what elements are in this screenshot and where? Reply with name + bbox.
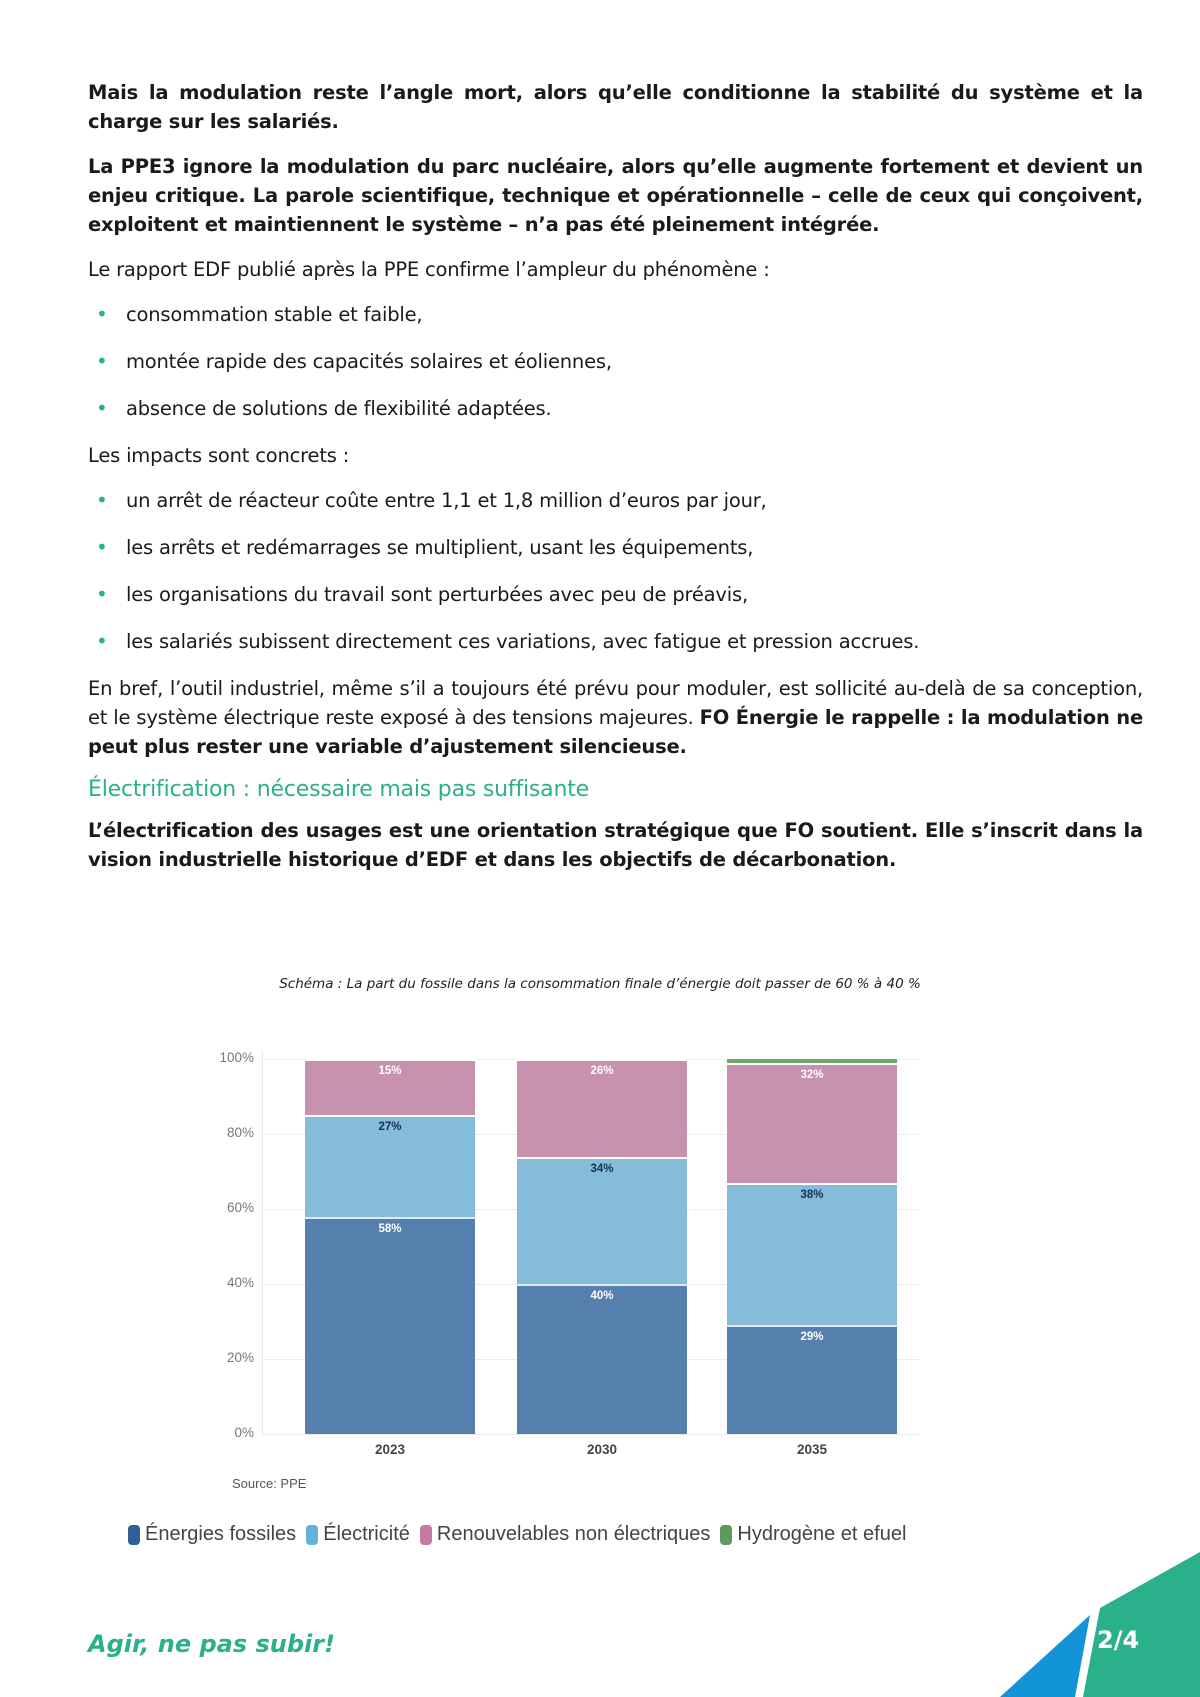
y-tick-label: 20% [226,1350,254,1365]
y-tick-label: 60% [226,1200,254,1215]
legend-swatch-icon [720,1525,732,1545]
intro-paragraph: Mais la modulation reste l’angle mort, alors qu’elle conditionne la stabilité du système et la charge sur les salariés. [88,81,1143,133]
list-item: • consommation stable et faible, [126,300,1143,329]
data-label: 15% [378,1065,402,1077]
electrification-paragraph: L’électrification des usages est une orientation stratégique que FO soutient. Elle s’inscrit dans la vision industrielle historique d’EDF et dans les objectifs de décarbonation. [88,819,1143,871]
bar-segment [727,1183,897,1326]
blue-shape [1000,1615,1090,1697]
y-tick-label: 0% [234,1425,254,1440]
data-label: 38% [800,1188,824,1201]
page-number: 2/4 [1097,1626,1140,1654]
footer-slogan: Agir, ne pas subir! [88,1630,336,1658]
legend-swatch-icon [420,1525,432,1545]
bar-segment [727,1325,897,1434]
bullet-icon: • [96,302,108,326]
green-shape [1083,1552,1200,1697]
bullet-icon: • [96,582,108,606]
bullet-icon: • [96,349,108,373]
list-item: • les salariés subissent directement ces variations, avec fatigue et pression accrues. [126,627,1143,656]
edf-report-list [88,300,1143,423]
list-item: • absence de solutions de flexibilité adaptées. [126,394,1143,423]
chart-caption: Schéma : La part du fossile dans la consommation finale d’énergie doit passer de 60 % à 40 % [279,976,921,992]
x-tick-label: 2030 [586,1442,618,1457]
data-label: 32% [800,1068,824,1081]
bar-segment [305,1217,475,1435]
legend-label: Énergies fossiles [145,1523,297,1545]
gridline [262,1434,920,1435]
bar-segment [517,1284,687,1434]
document-body [88,78,1143,890]
x-tick-label: 2035 [796,1442,828,1457]
impacts-list [88,486,1143,656]
legend-label: Renouvelables non électriques [436,1523,711,1545]
edf-report-paragraph: Le rapport EDF publié après la PPE confirme l’ampleur du phénomène : [88,258,770,281]
bar-segment [727,1063,897,1183]
y-tick-label: 80% [226,1125,254,1140]
stacked-bar-chart [200,1040,940,1500]
data-label: 29% [800,1331,824,1344]
legend-swatch-icon [306,1525,318,1545]
bar-segment [517,1157,687,1285]
legend-item [128,1523,296,1546]
legend-item [720,1523,906,1546]
list-item: • les organisations du travail sont perturbées avec peu de préavis, [126,580,1143,609]
bullet-icon: • [96,488,108,512]
y-tick-label: 100% [219,1050,254,1065]
impacts-paragraph: Les impacts sont concrets : [88,444,350,467]
chart-source: Source: PPE [232,1476,307,1491]
list-item: • un arrêt de réacteur coûte entre 1,1 et 1,8 million d’euros par jour, [126,486,1143,515]
bullet-icon: • [96,535,108,559]
legend-item [420,1523,711,1546]
data-label: 40% [590,1290,614,1302]
legend-label: Électricité [323,1523,410,1545]
bar-segment [305,1115,475,1216]
y-axis-line [262,1050,263,1435]
data-label: 34% [590,1162,614,1175]
bullet-icon: • [96,396,108,420]
legend-item [306,1523,410,1546]
fo-energie-statement: FO Énergie le rappelle : la modulation ne peut plus rester une variable d’ajustement silencieuse. [88,706,1143,758]
list-item: • les arrêts et redémarrages se multiplient, usant les équipements, [126,533,1143,562]
bar-segment [727,1059,897,1063]
corner-decoration [900,1497,1200,1697]
chart-legend [128,1523,906,1546]
legend-swatch-icon [128,1525,140,1545]
section-heading: Électrification : nécessaire mais pas suffisante [88,777,589,802]
x-tick-label: 2023 [374,1442,406,1457]
bullet-icon: • [96,629,108,653]
y-tick-label: 40% [226,1275,254,1290]
ppe3-paragraph: La PPE3 ignore la modulation du parc nucléaire, alors qu’elle augmente fortement et devient un enjeu critique. La parole scientifique, technique et opérationnelle – celle de ceux qui conçoivent, exploitent et maintiennent le système – n’a pas été pleinement intégrée. [88,155,1143,236]
bar-segment [305,1059,475,1115]
data-label: 58% [378,1222,402,1235]
summary-paragraph: En bref, l’outil industriel, même s’il a toujours été prévu pour moduler, est sollicité au-delà de sa conception, et le système électrique reste exposé à des tensions majeures. FO Énergie le rappelle : la modulation ne peut plus rester une variable d’ajustement silencieuse. [88,677,1143,758]
list-item: • montée rapide des capacités solaires et éoliennes, [126,347,1143,376]
legend-label: Hydrogène et efuel [737,1523,907,1545]
data-label: 26% [590,1065,614,1077]
data-label: 27% [378,1121,402,1134]
bar-segment [517,1059,687,1157]
